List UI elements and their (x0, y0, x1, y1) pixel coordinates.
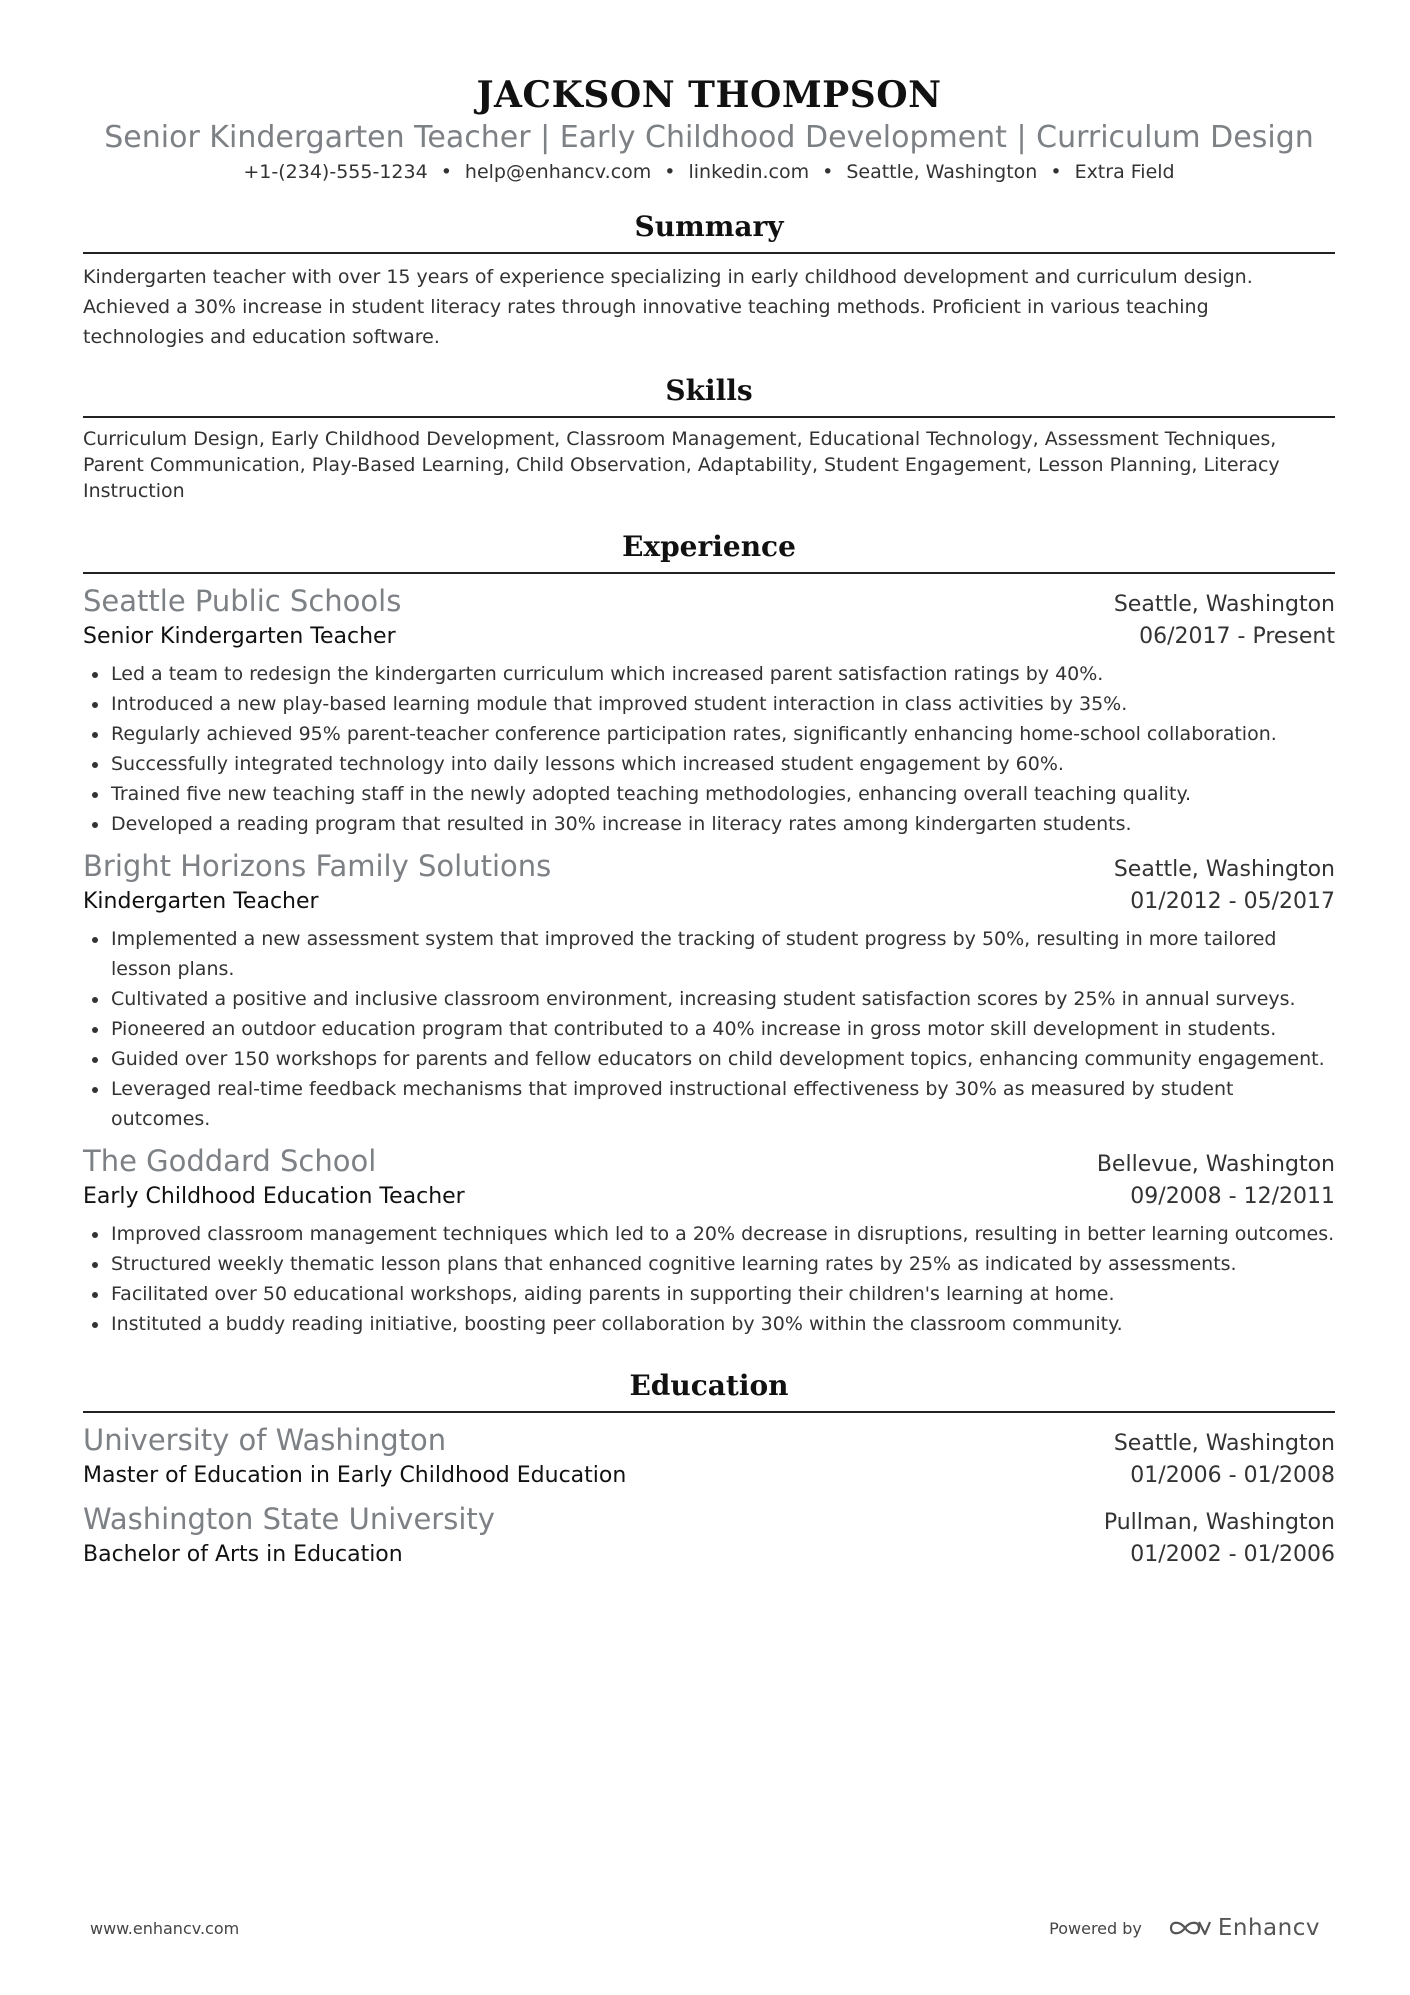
school-location: Seattle, Washington (1113, 1431, 1335, 1456)
footer-website-link[interactable]: www.enhancv.com (90, 1918, 240, 1938)
education-entry (83, 1500, 1335, 1571)
list-item: Instituted a buddy reading initiative, boosting peer collaboration by 30% within the classroom community. (83, 1309, 1335, 1339)
list-item: Improved classroom management techniques which led to a 20% decrease in disruptions, resulting in better learning outcomes. (83, 1219, 1335, 1249)
school-name: Washington State University (83, 1502, 495, 1536)
skills-heading: Skills (665, 374, 753, 407)
list-item: Structured weekly thematic lesson plans that enhanced cognitive learning rates by 25% as indicated by assessments. (83, 1249, 1335, 1279)
experience-entry (83, 582, 1335, 839)
brand-name: Enhancv (1217, 1915, 1320, 1941)
job-location: Seattle, Washington (1113, 857, 1335, 882)
summary-section (83, 208, 1335, 352)
skills-text: Curriculum Design, Early Childhood Development, Classroom Management, Educational Technology, Assessment Techniques, Parent Communication, Play-Based Learning, Child Observation, Adaptability, Student Engagement, Lesson Planning, Literacy Instruction (83, 428, 1280, 502)
list-item: Introduced a new play-based learning module that improved student interaction in class activities by 35%. (83, 689, 1335, 719)
list-item: Implemented a new assessment system that improved the tracking of student progress by 50%, resulting in more tailored lesson plans. (83, 924, 1335, 984)
enhancv-logo-icon (1168, 1916, 1212, 1940)
contact-separator: • (822, 161, 834, 183)
job-bullets (83, 1219, 1335, 1339)
employer-name: Bright Horizons Family Solutions (83, 849, 552, 883)
education-dates: 01/2002 - 01/2006 (1130, 1542, 1335, 1567)
list-item: Led a team to redesign the kindergarten curriculum which increased parent satisfaction ratings by 40%. (83, 659, 1335, 689)
education-entry (83, 1421, 1335, 1492)
degree-title: Master of Education in Early Childhood Education (83, 1463, 627, 1488)
summary-heading: Summary (634, 210, 784, 243)
contact-email[interactable]: help@enhancv.com (464, 161, 652, 183)
employer-name: Seattle Public Schools (83, 584, 402, 618)
list-item: Cultivated a positive and inclusive classroom environment, increasing student satisfaction scores by 25% in annual surveys. (83, 984, 1335, 1014)
section-divider (83, 252, 1335, 254)
job-bullets (83, 659, 1335, 839)
experience-entry (83, 847, 1335, 1134)
section-divider (83, 572, 1335, 574)
list-item: Regularly achieved 95% parent-teacher conference participation rates, significantly enhancing home-school collaboration. (83, 719, 1335, 749)
education-dates: 01/2006 - 01/2008 (1130, 1463, 1335, 1488)
education-heading: Education (629, 1369, 789, 1402)
experience-entry (83, 1142, 1335, 1339)
job-dates: 06/2017 - Present (1139, 624, 1335, 649)
list-item: Leveraged real-time feedback mechanisms that improved instructional effectiveness by 30% as measured by student outcomes. (83, 1074, 1335, 1134)
list-item: Trained five new teaching staff in the newly adopted teaching methodologies, enhancing overall teaching quality. (83, 779, 1335, 809)
job-title: Early Childhood Education Teacher (83, 1184, 465, 1209)
candidate-name: JACKSON THOMPSON (476, 74, 942, 116)
job-bullets (83, 924, 1335, 1134)
list-item: Developed a reading program that resulted in 30% increase in literacy rates among kindergarten students. (83, 809, 1335, 839)
contact-separator: • (1050, 161, 1062, 183)
page-footer (90, 1915, 1320, 1941)
powered-by-label: Powered by (1049, 1918, 1142, 1938)
contact-phone[interactable]: +1-(234)-555-1234 (243, 161, 428, 183)
section-divider (83, 1411, 1335, 1413)
employer-name: The Goddard School (83, 1144, 377, 1178)
list-item: Facilitated over 50 educational workshops, aiding parents in supporting their children's learning at home. (83, 1279, 1335, 1309)
section-divider (83, 416, 1335, 418)
job-dates: 09/2008 - 12/2011 (1130, 1184, 1335, 1209)
skills-section (83, 372, 1335, 504)
education-section (83, 1367, 1335, 1571)
job-location: Bellevue, Washington (1096, 1152, 1335, 1177)
school-location: Pullman, Washington (1103, 1510, 1335, 1535)
contact-linkedin[interactable]: linkedin.com (688, 161, 810, 183)
enhancv-brand-link[interactable] (1168, 1915, 1320, 1941)
resume-page (83, 72, 1335, 1571)
contact-separator: • (664, 161, 676, 183)
contact-location: Seattle, Washington (846, 161, 1038, 183)
experience-heading: Experience (622, 530, 796, 563)
list-item: Pioneered an outdoor education program that contributed to a 40% increase in gross motor skill development in students. (83, 1014, 1335, 1044)
job-title: Senior Kindergarten Teacher (83, 624, 396, 649)
job-location: Seattle, Washington (1113, 592, 1335, 617)
list-item: Successfully integrated technology into daily lessons which increased student engagement by 60%. (83, 749, 1335, 779)
degree-title: Bachelor of Arts in Education (83, 1542, 403, 1567)
resume-header (83, 72, 1335, 186)
list-item: Guided over 150 workshops for parents and fellow educators on child development topics, enhancing community engagement. (83, 1044, 1335, 1074)
powered-by (1049, 1915, 1320, 1941)
contact-separator: • (440, 161, 452, 183)
contact-extra-field: Extra Field (1074, 161, 1175, 183)
school-name: University of Washington (83, 1423, 447, 1457)
summary-text: Kindergarten teacher with over 15 years of experience specializing in early childhood development and curriculum design. Achieved a 30% increase in student literacy rates through innovative teaching methods. Proficient in various teaching technologies and education software. (83, 266, 1253, 348)
candidate-headline: Senior Kindergarten Teacher | Early Childhood Development | Curriculum Design (104, 120, 1314, 155)
job-dates: 01/2012 - 05/2017 (1130, 889, 1335, 914)
job-title: Kindergarten Teacher (83, 889, 319, 914)
experience-section (83, 528, 1335, 1339)
contact-line (83, 158, 1335, 186)
